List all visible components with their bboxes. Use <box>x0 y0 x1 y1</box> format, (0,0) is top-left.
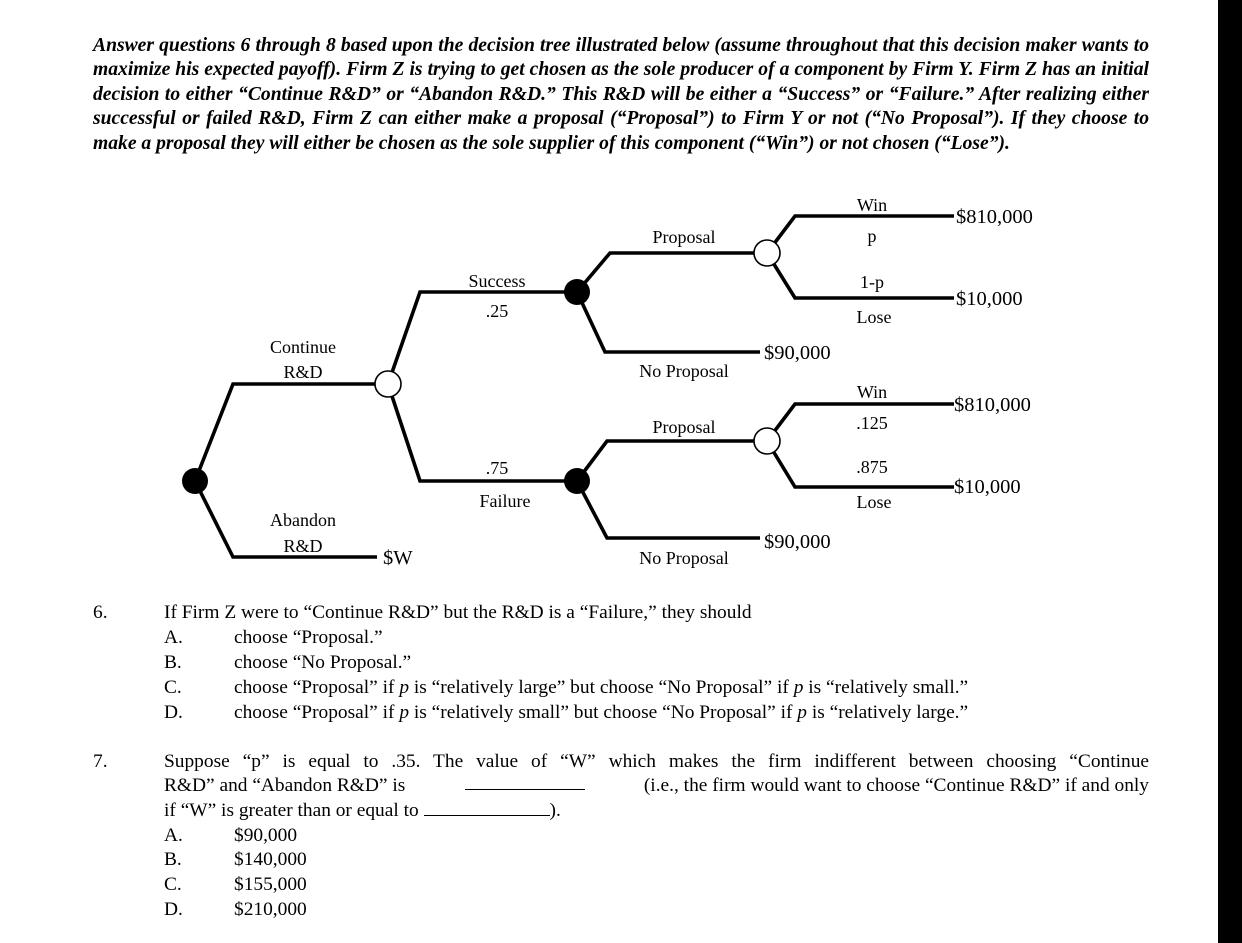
option-c-text: $155,000 <box>234 874 307 895</box>
top-lose-payoff: $10,000 <box>956 288 1023 310</box>
bottom-win-payoff: $810,000 <box>954 394 1031 416</box>
abandon-label-line1: Abandon <box>270 510 336 530</box>
top-no-proposal-payoff: $90,000 <box>764 342 831 364</box>
top-win-prob: p <box>867 226 877 246</box>
option-letter: D. <box>164 702 183 723</box>
stem-text: if “W” is greater than or equal to <box>164 800 419 821</box>
bottom-lose-payoff: $10,000 <box>954 476 1021 498</box>
bottom-proposal-chance-node <box>754 428 780 454</box>
option-letter: A. <box>164 627 183 648</box>
bottom-win-label: Win <box>856 382 888 402</box>
abandon-payoff: $W <box>383 547 413 569</box>
failure-decision-node <box>564 468 590 494</box>
question-number: 7. <box>93 751 108 772</box>
abandon-label-line2: R&D <box>283 536 323 556</box>
continue-label-line1: Continue <box>270 337 336 357</box>
success-decision-node <box>564 279 590 305</box>
bottom-lose-prob: .875 <box>856 457 888 477</box>
failure-label: Failure <box>479 491 531 511</box>
answer-blank-1 <box>465 774 585 790</box>
failure-prob: .75 <box>485 458 509 478</box>
option-a-text: $90,000 <box>234 825 298 846</box>
top-proposal-label: Proposal <box>652 227 716 247</box>
option-b-text: $140,000 <box>234 849 307 870</box>
option-b-text: choose “No Proposal.” <box>234 652 412 673</box>
option-letter: C. <box>164 874 182 895</box>
success-label: Success <box>468 271 526 291</box>
option-a-text: choose “Proposal.” <box>234 627 383 648</box>
branch-bottom-proposal <box>577 441 767 481</box>
top-win-label: Win <box>856 195 888 215</box>
option-d-text: $210,000 <box>234 899 307 920</box>
question-stem-line2 <box>164 774 1149 799</box>
bottom-lose-label: Lose <box>856 492 892 512</box>
question-number: 6. <box>93 602 108 623</box>
stem-text: (i.e., the firm would want to choose “Continue R&D” if and only <box>643 775 1149 796</box>
question-stem: If Firm Z were to “Continue R&D” but the R&D is a “Failure,” they should <box>164 602 752 623</box>
option-c-text: choose “Proposal” if p is “relatively large” but choose “No Proposal” if p is “relatively small.” <box>234 677 969 698</box>
top-no-proposal-label: No Proposal <box>639 361 729 381</box>
stem-text: R&D” and “Abandon R&D” is <box>164 775 406 796</box>
branch-failure <box>388 384 577 481</box>
top-win-payoff: $810,000 <box>956 206 1033 228</box>
rd-chance-node <box>375 371 401 397</box>
option-letter: B. <box>164 849 182 870</box>
branch-success <box>388 292 577 384</box>
branch-top-proposal <box>577 253 767 292</box>
branch-top-win <box>767 216 954 253</box>
bottom-no-proposal-payoff: $90,000 <box>764 531 831 553</box>
option-d-text: choose “Proposal” if p is “relatively small” but choose “No Proposal” if p is “relatively large.” <box>234 702 969 723</box>
top-lose-label: Lose <box>856 307 892 327</box>
bottom-no-proposal-label: No Proposal <box>639 548 729 568</box>
intro-paragraph: Answer questions 6 through 8 based upon the decision tree illustrated below (assume throughout that this decision maker wants to maximize his expected payoff). Firm Z is trying to get chosen as the sole producer of a component by Firm Y. Firm Z has an initial decision to either “Continue R&D” or “Abandon R&D.” This R&D will be either a “Success” or “Failure.” After realizing either successful or failed R&D, Firm Z can either make a proposal (“Proposal”) to Firm Y or not (“No Proposal”). If they choose to make a proposal they will either be chosen as the sole supplier of this component (“Win”) or not chosen (“Lose”). <box>93 35 1149 154</box>
branch-continue-rd <box>195 384 388 481</box>
branch-bottom-no-proposal <box>577 481 760 538</box>
option-letter: A. <box>164 825 183 846</box>
top-proposal-chance-node <box>754 240 780 266</box>
success-prob: .25 <box>485 301 509 321</box>
option-letter: B. <box>164 652 182 673</box>
continue-label-line2: R&D <box>283 362 323 382</box>
bottom-proposal-label: Proposal <box>652 417 716 437</box>
branch-top-no-proposal <box>577 292 760 352</box>
stem-text: ). <box>549 800 561 821</box>
option-letter: C. <box>164 677 182 698</box>
top-lose-prob: 1-p <box>860 272 884 292</box>
bottom-win-prob: .125 <box>856 413 888 433</box>
answer-blank-2 <box>424 800 550 816</box>
question-stem-line3 <box>164 799 561 824</box>
root-decision-node <box>182 468 208 494</box>
option-letter: D. <box>164 899 183 920</box>
question-stem-line1: Suppose “p” is equal to .35. The value of “W” which makes the firm indifferent between choosing “Continue <box>164 751 1149 772</box>
